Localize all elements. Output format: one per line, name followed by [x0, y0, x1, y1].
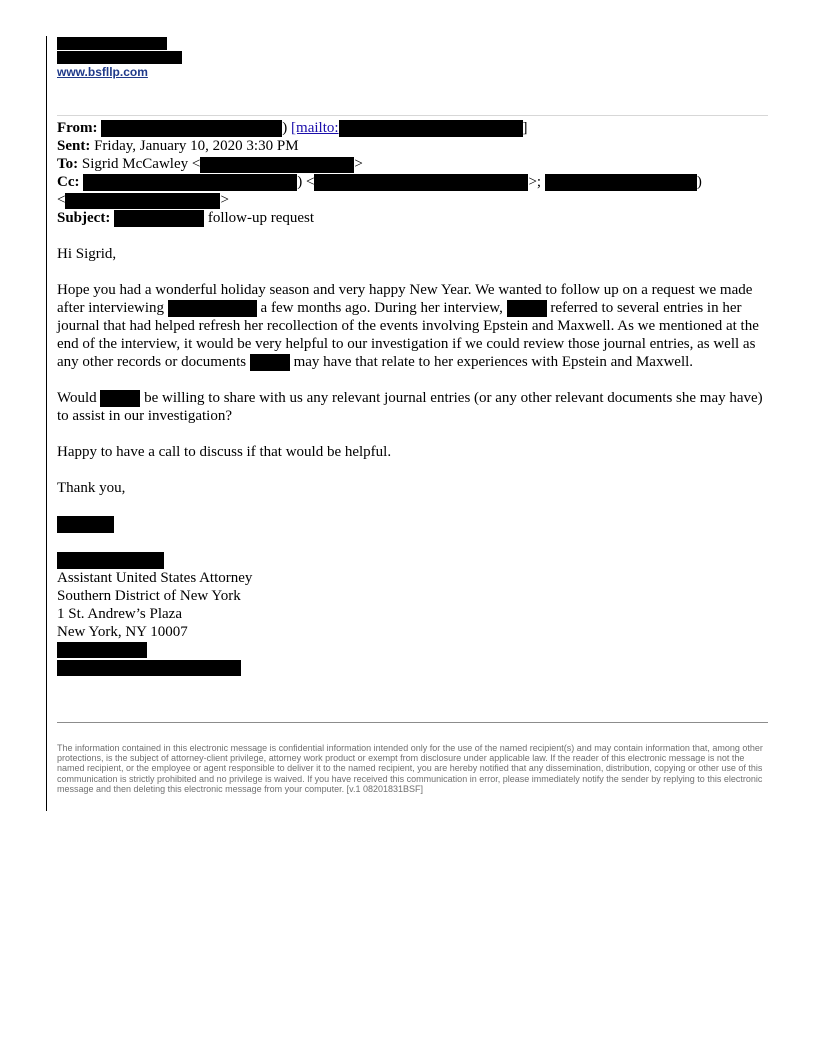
- redaction: [200, 157, 354, 173]
- subject-value: follow-up request: [207, 210, 315, 227]
- to-close: >: [354, 156, 363, 173]
- redaction: [168, 300, 257, 317]
- redaction: [57, 660, 241, 676]
- disclaimer: The information contained in this electronic message is confidential information intended only for the use of the named recipient(s) and may contain information that, among other protections, is the subject of attorney-client privilege, attorney work product or exempt from disclosure under applicable law. If the reader of this electronic message is not the named recipient, or the employee or agent responsible to deliver it to the named recipient, you are hereby notified that any dissemination, distribution, copying or other use of this communication is strictly prohibited and no privilege is waived. If you have received this communication in error, please immediately notify the sender by replying to this electronic message and then deleting this electronic message from your computer. [v.1 08201831BSF]: [57, 743, 763, 794]
- email-body: [57, 245, 769, 497]
- paragraph-text: Hope you had a wonderful holiday season and very happy New Year. We wanted to follow up on a request we made after interviewing: [57, 282, 753, 316]
- signature-title: Assistant United States Attorney: [57, 570, 253, 586]
- cc-label: Cc:: [57, 174, 80, 191]
- signature-block: [57, 516, 252, 676]
- greeting: Hi Sigrid,: [57, 246, 117, 262]
- closing: Thank you,: [57, 480, 126, 497]
- redaction: [57, 37, 167, 50]
- signature-street: 1 St. Andrew’s Plaza: [57, 606, 182, 622]
- email-header: [57, 119, 769, 227]
- redaction: [57, 51, 182, 64]
- redaction: [65, 193, 220, 209]
- redaction: [250, 354, 290, 371]
- sent-value: Friday, January 10, 2020 3:30 PM: [94, 138, 299, 155]
- redaction: [57, 642, 147, 658]
- website-link[interactable]: www.bsfllp.com: [57, 65, 148, 79]
- paragraph-text: Would: [57, 390, 97, 407]
- footer-separator: [57, 722, 768, 723]
- cc-row-2: [57, 191, 769, 209]
- from-row: [57, 119, 769, 137]
- to-label: To:: [57, 156, 79, 173]
- paragraph-1: [57, 281, 769, 371]
- to-row: [57, 155, 769, 173]
- cc-close: >: [220, 192, 229, 209]
- to-value: Sigrid McCawley <: [81, 156, 201, 173]
- cc-sep: >;: [528, 174, 545, 191]
- redaction: [339, 120, 523, 137]
- paragraph-2: [57, 389, 769, 425]
- redaction: [101, 120, 282, 137]
- redaction: [545, 174, 697, 191]
- from-label: From:: [57, 120, 98, 136]
- from-close: ]: [522, 120, 528, 136]
- from-sep: ): [282, 120, 292, 136]
- redaction: [57, 552, 164, 569]
- sent-label: Sent:: [57, 138, 91, 155]
- subject-label: Subject:: [57, 210, 111, 227]
- redaction: [507, 300, 547, 317]
- redaction: [57, 516, 114, 533]
- cc-sep: ): [696, 174, 702, 191]
- paragraph-text: be willing to share with us any relevant journal entries (or any other relevant documents she may have) to assist in our investigation?: [57, 390, 763, 425]
- mailto-link[interactable]: [mailto:: [291, 120, 339, 136]
- redaction: [83, 174, 297, 191]
- redaction: [114, 210, 204, 227]
- redaction: [314, 174, 528, 191]
- top-signature: [57, 37, 182, 79]
- sent-row: [57, 137, 769, 155]
- cc-sep: ) <: [297, 174, 315, 191]
- redaction: [100, 390, 140, 407]
- cc-row: [57, 173, 769, 191]
- subject-row: [57, 209, 769, 227]
- header-separator: [57, 115, 768, 116]
- paragraph-text: a few months ago. During her interview,: [260, 300, 503, 316]
- paragraph-text: may have that relate to her experiences with Epstein and Maxwell.: [293, 354, 694, 371]
- cc-open: <: [57, 192, 66, 209]
- quote-bar: [46, 36, 47, 811]
- signature-city: New York, NY 10007: [57, 624, 188, 640]
- paragraph-text: referred to several entries in her journal that had helped refresh her recollection of the events involving Epstein and Maxwell. As we mentioned at the end of the interview, it would be very helpful to our investigation if we could review those journal entries, as well as any other records or documents: [57, 300, 759, 371]
- signature-office: Southern District of New York: [57, 588, 241, 604]
- paragraph-3: Happy to have a call to discuss if that would be helpful.: [57, 444, 392, 461]
